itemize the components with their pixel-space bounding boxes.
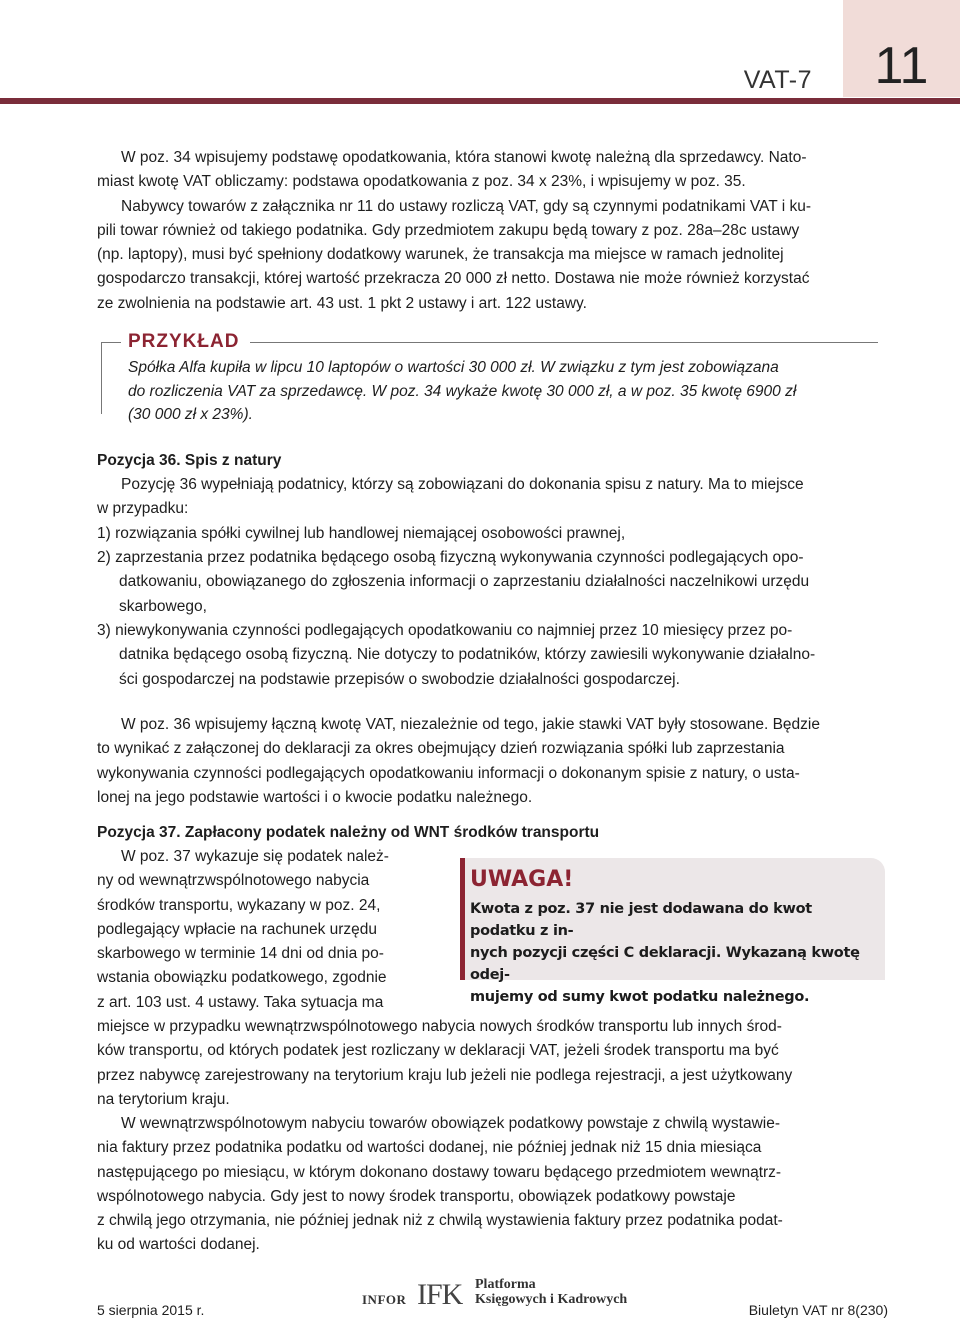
section-37-line: W poz. 37 wykazuje się podatek należ- bbox=[121, 848, 389, 865]
section-37-line: następującego po miesiącu, w którym dokonano dostawy towaru będącego przedmiotem wewnątrz- bbox=[97, 1163, 782, 1181]
section-37-line: ny od wewnątrzwspólnotowego nabycia bbox=[97, 872, 370, 890]
section-37-heading: Pozycja 37. Zapłacony podatek należny od WNT środków transportu bbox=[97, 824, 600, 841]
logo-infor-text: INFOR bbox=[362, 1292, 407, 1307]
section-37-line: skarbowego w terminie 14 dni od dnia po- bbox=[97, 945, 384, 963]
page-title: VAT-7 bbox=[743, 66, 812, 94]
section-36-line: Pozycję 36 wypełniają podatnicy, którzy są zobowiązani do dokonania spisu z natury. Ma to miejsce bbox=[121, 476, 804, 493]
logo-ifk-text: IFK bbox=[417, 1278, 463, 1311]
section-36-line: lonej na jego podstawie wartości i o kwocie podatku należnego. bbox=[97, 788, 533, 806]
example-text bbox=[128, 356, 888, 427]
section-37-wide bbox=[97, 1015, 887, 1112]
page-number: 11 bbox=[874, 37, 929, 95]
intro-line: miast kwotę VAT obliczamy: podstawa opodatkowania z poz. 34 x 23%, i wpisujemy w poz. 35. bbox=[97, 173, 746, 191]
section-37-line: przez nabywcę zarejestrowany na terytorium kraju lub jeżeli nie podlega rejestracji, a jest użytkowany bbox=[97, 1066, 793, 1084]
example-rule bbox=[250, 342, 878, 343]
intro-line: gospodarczo transakcji, której wartość przekracza 20 000 zł netto. Dostawa nie może również korzystać bbox=[97, 270, 810, 288]
section-37-line: wstania obowiązku podatkowego, zgodnie bbox=[97, 969, 387, 987]
section-37-line: z art. 103 ust. 4 ustawy. Taka sytuacja ma bbox=[97, 993, 384, 1011]
example-bracket-top bbox=[101, 342, 121, 343]
intro-line: ze zwolnienia na podstawie art. 43 ust. 1 pkt 2 ustawy i art. 122 ustawy. bbox=[97, 294, 587, 312]
example-label: PRZYKŁAD bbox=[128, 331, 240, 352]
example-line: (30 000 zł x 23%). bbox=[128, 406, 253, 423]
warning-title: UWAGA! bbox=[470, 867, 574, 892]
section-36-line: w przypadku: bbox=[97, 500, 189, 518]
logo-line-1: Platforma bbox=[475, 1277, 536, 1292]
section-36-heading: Pozycja 36. Spis z natury bbox=[97, 452, 282, 469]
intro-line: pili towar również od takiego podatnika. Gdy przedmiotem zakupu będą towary z poz. 28a–28c ustawy bbox=[97, 221, 800, 239]
example-line: Spółka Alfa kupiła w lipcu 10 laptopów o wartości 30 000 zł. W związku z tym jest zobowiązana bbox=[128, 359, 779, 376]
section-36-line: wykonywania czynności podlegających opodatkowaniu informacji o dokonanym spisie z natury, o usta- bbox=[97, 764, 800, 782]
list-item-3: 3) niewykonywania czynności podlegających opodatkowaniu co najmniej przez 10 miesięcy przez po- datnika będącego osobą fizyczną. Nie dotyczy to podatników, którzy zawiesili wykonywanie działalno- ści gospodarczej na podstawie przepisów o swobodzie działalności gospodarczej. bbox=[97, 622, 816, 688]
section-37-line: na terytorium kraju. bbox=[97, 1090, 230, 1108]
logo-line-2: Księgowych i Kadrowych bbox=[475, 1292, 628, 1307]
list-item-1: 1) rozwiązania spółki cywilnej lub handlowej niemającej osobowości prawnej, bbox=[97, 525, 626, 542]
footer-publication: Biuletyn VAT nr 8(230) bbox=[748, 1302, 888, 1318]
section-37-line: ku od wartości dodanej. bbox=[97, 1236, 260, 1254]
list-item-2: 2) zaprzestania przez podatnika będącego osobą fizyczną wykonywania czynności podlegających opo- datkowaniu, obowiązanego do zgłoszenia informacji o zaprzestaniu działalności naczelnikowi urzędu skarbowego, bbox=[97, 549, 810, 615]
section-36-intro bbox=[97, 473, 887, 522]
section-37-line: nia faktury przez podatnika podatku od wartości dodanej, nie później jednak niż 15 dnia miesiąca bbox=[97, 1139, 762, 1157]
section-37-line: miejsce w przypadku wewnątrzwspólnotowego nabycia nowych środków transportu lub innych środ- bbox=[97, 1018, 782, 1035]
section-36-after bbox=[97, 713, 887, 810]
section-37-line: wspólnotowego nabycia. Gdy jest to nowy środek transportu, obowiązek podatkowy powstaje bbox=[97, 1187, 736, 1205]
section-36-line: W poz. 36 wpisujemy łączną kwotę VAT, niezależnie od tego, jakie stawki VAT były stosowane. Będzie bbox=[121, 716, 820, 733]
header-rule bbox=[0, 98, 960, 104]
intro-paragraph bbox=[97, 146, 887, 316]
section-37-narrow bbox=[97, 845, 447, 1015]
section-37-line: z chwilą jego otrzymania, nie później jednak niż z chwilą wystawienia faktury przez podatnika podat- bbox=[97, 1212, 783, 1230]
warning-text: Kwota z poz. 37 nie jest dodawana do kwot podatku z in- nych pozycji części C deklaracji. Wykazaną kwotę odej- mujemy od sumy kwot podatku należnego. bbox=[470, 901, 860, 1005]
section-37-line: środków transportu, wykazany w poz. 24, bbox=[97, 896, 381, 914]
publisher-logo bbox=[362, 1276, 662, 1310]
section-37-line: ków transportu, od których podatek jest rozliczany w deklaracji VAT, jeżeli środek transportu ma być bbox=[97, 1042, 779, 1060]
section-36-line: to wynikać z załączonej do deklaracji za okres obejmujący dzień rozwiązania spółki lub zaprzestania bbox=[97, 740, 785, 758]
intro-line: (np. laptopy), musi być spełniony dodatkowy warunek, że transakcja ma miejsce w ramach jednolitej bbox=[97, 246, 784, 264]
example-line: do rozliczenia VAT za sprzedawcę. W poz. 34 wykaże kwotę 30 000 zł, a w poz. 35 kwotę 6900 zł bbox=[128, 382, 797, 400]
example-bracket-side bbox=[101, 342, 102, 414]
section-37-line: W wewnątrzwspólnotowym nabyciu towarów obowiązek podatkowy powstaje z chwilą wystawie- bbox=[121, 1115, 781, 1132]
intro-line: Nabywcy towarów z załącznika nr 11 do ustawy rozliczą VAT, gdy są czynnymi podatnikami VAT i ku- bbox=[121, 197, 812, 215]
intro-line: W poz. 34 wpisujemy podstawę opodatkowania, która stanowi kwotę należną dla sprzedawcy. Nato- bbox=[121, 149, 807, 166]
footer-date: 5 sierpnia 2015 r. bbox=[97, 1302, 205, 1318]
section-37-paragraph-2 bbox=[97, 1112, 887, 1258]
section-37-line: podlegający wpłacie na rachunek urzędu bbox=[97, 920, 378, 938]
